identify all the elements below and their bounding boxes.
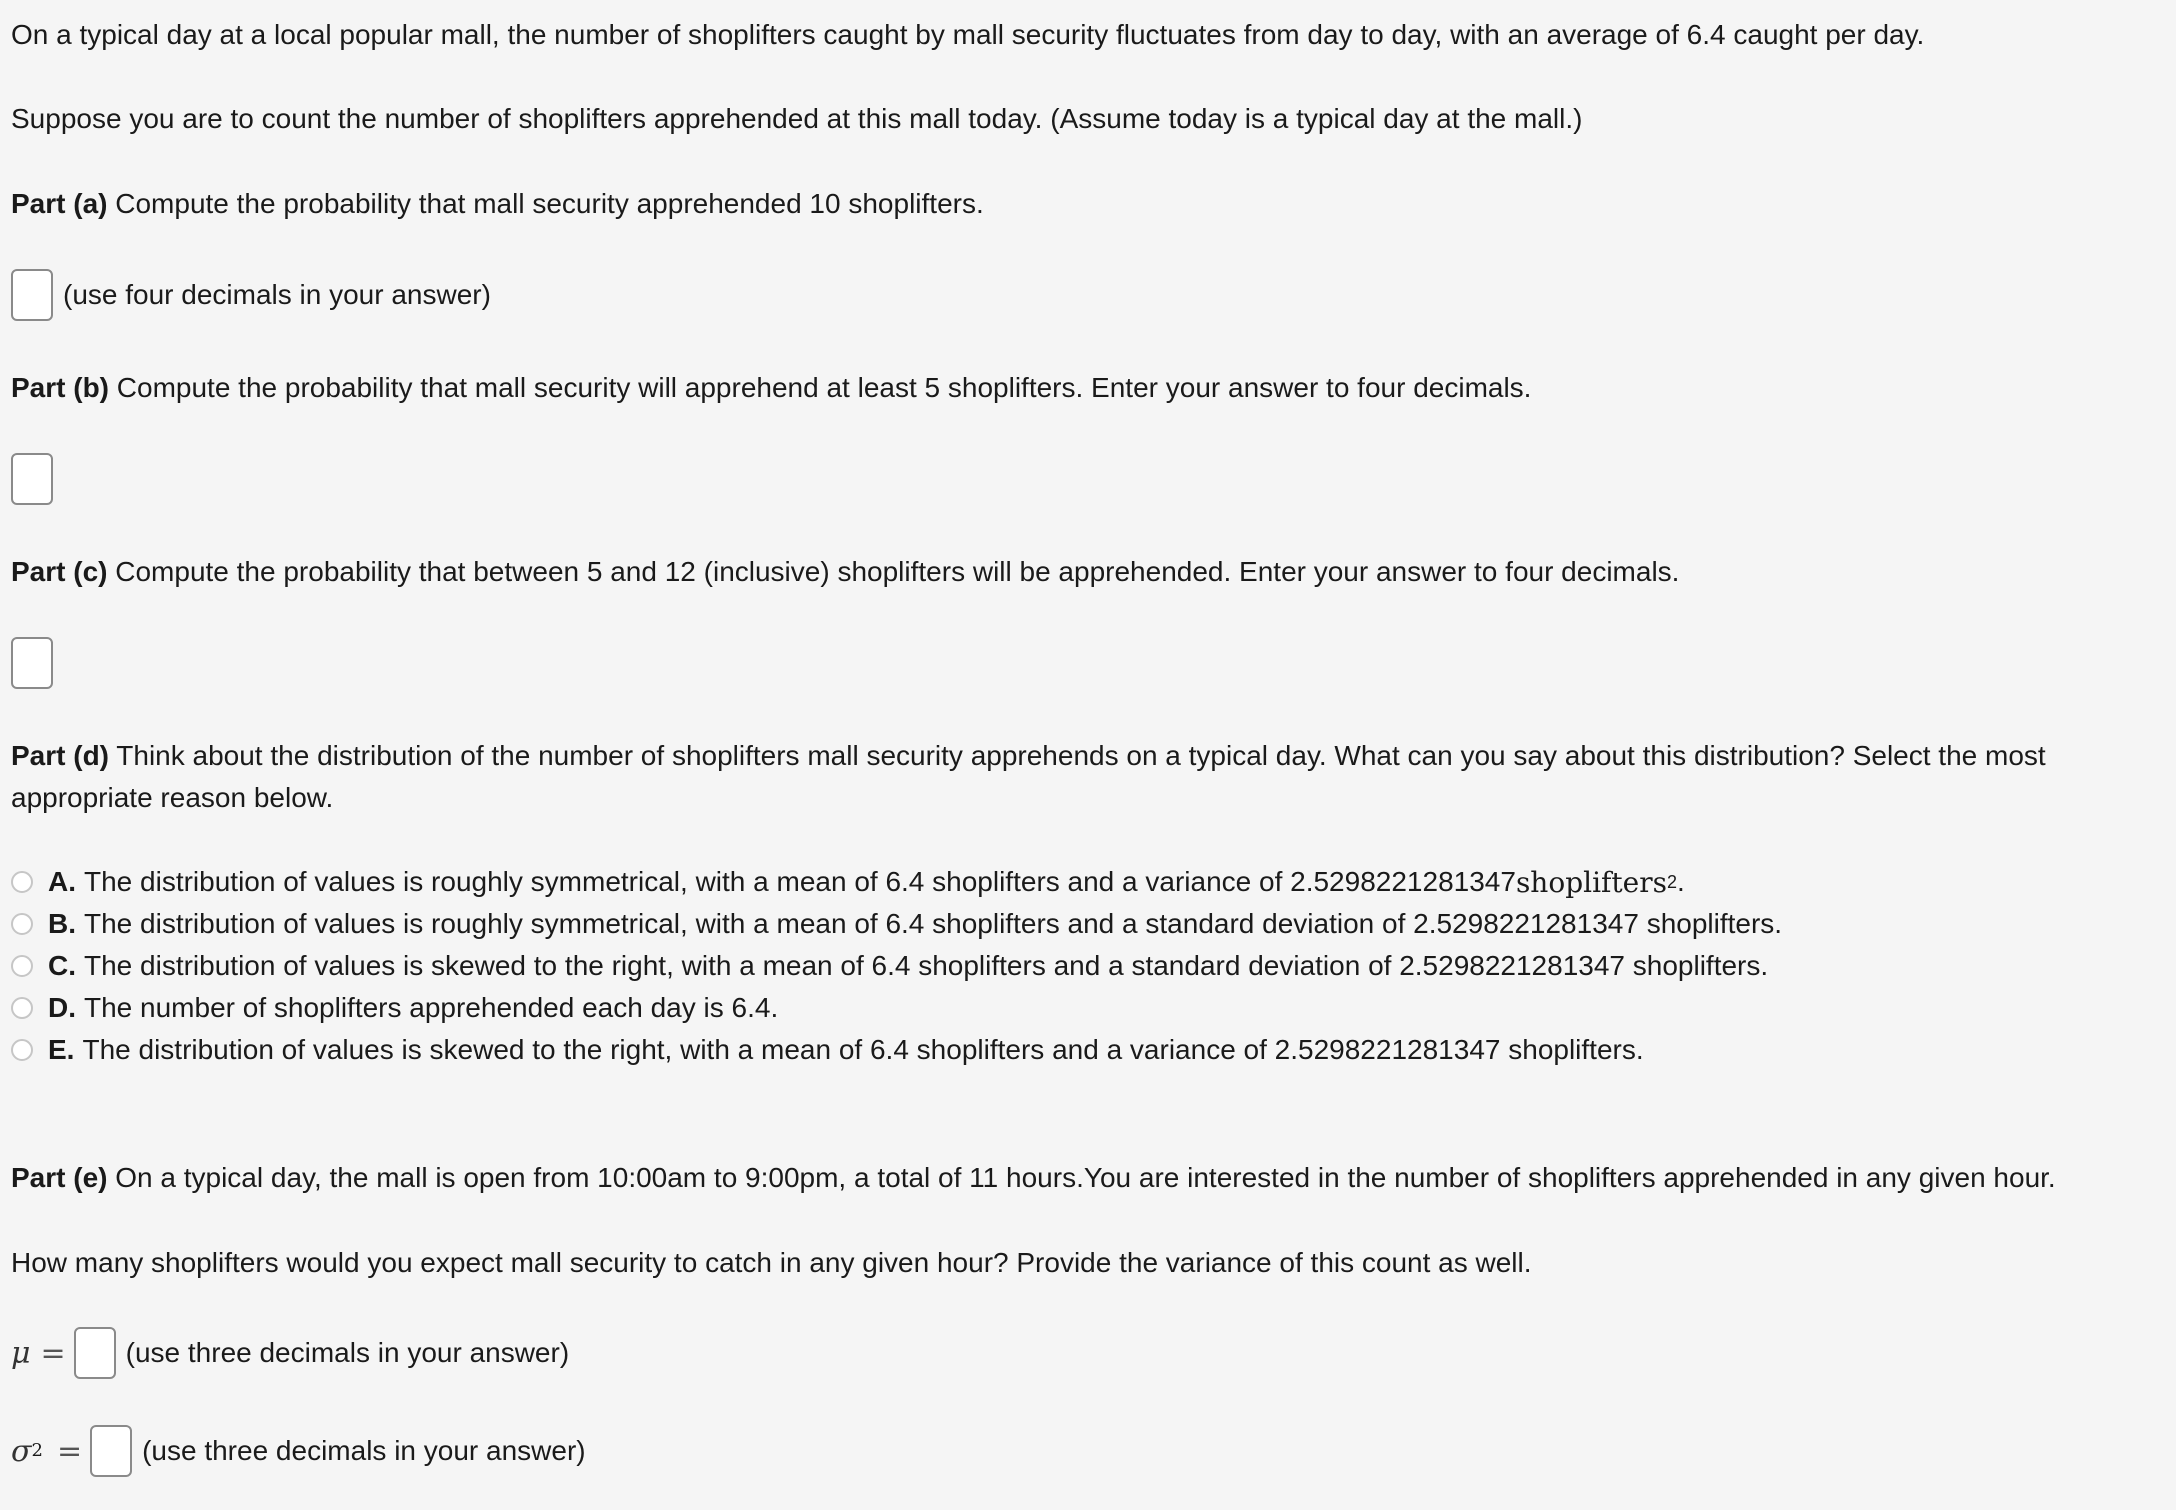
option-b-radio[interactable] xyxy=(11,913,33,935)
part-a-text: Compute the probability that mall security apprehended 10 shoplifters. xyxy=(107,188,984,219)
option-c-text: The distribution of values is skewed to the right, with a mean of 6.4 shoplifters and a standard deviation of 2.5298221281347 shoplifters. xyxy=(84,950,1769,981)
option-b[interactable] xyxy=(11,903,1782,945)
part-b-text: Compute the probability that mall security will apprehend at least 5 shoplifters. Enter your answer to four decimals. xyxy=(109,372,1532,403)
option-e[interactable] xyxy=(11,1029,1782,1071)
part-c-label: Part (c) xyxy=(11,556,108,587)
setup-text: Suppose you are to count the number of shoplifters apprehended at this mall today. (Assume today is a typical day at the mall.) xyxy=(11,103,1583,134)
variance-hint: (use three decimals in your answer) xyxy=(142,1435,586,1466)
option-e-letter: E. xyxy=(48,1034,75,1065)
part-b-prompt xyxy=(11,367,1531,409)
part-b-answer-row xyxy=(11,453,53,505)
option-a-end: . xyxy=(1677,866,1685,897)
variance-answer-input[interactable] xyxy=(90,1425,132,1477)
option-d[interactable] xyxy=(11,987,1782,1029)
part-e-label: Part (e) xyxy=(11,1162,108,1193)
intro-text: On a typical day at a local popular mall, the number of shoplifters caught by mall security fluctuates from day to day, with an average of 6.4 caught per day. xyxy=(11,19,1925,50)
part-b-answer-input[interactable] xyxy=(11,453,53,505)
part-c-text: Compute the probability that between 5 and 12 (inclusive) shoplifters will be apprehended. Enter your answer to four decimals. xyxy=(107,556,1680,587)
option-d-text: The number of shoplifters apprehended each day is 6.4. xyxy=(84,992,779,1023)
option-c-letter: C. xyxy=(48,950,76,981)
part-a-prompt xyxy=(11,183,984,225)
part-c-answer-input[interactable] xyxy=(11,637,53,689)
part-a-hint: (use four decimals in your answer) xyxy=(63,279,491,310)
option-e-text: The distribution of values is skewed to the right, with a mean of 6.4 shoplifters and a variance of 2.5298221281347 shoplifters. xyxy=(82,1034,1644,1065)
variance-answer-row: σ 2 = (use three decimals in your answer) xyxy=(11,1425,586,1477)
option-a[interactable]: A. The distribution of values is roughly symmetrical, with a mean of 6.4 shoplifters and a variance of 2.5298221281347 shoplifters 2 . xyxy=(11,861,1782,903)
option-a-text: The distribution of values is roughly symmetrical, with a mean of 6.4 shoplifters and a variance of 2.5298221281347 xyxy=(84,866,1516,897)
part-a-label: Part (a) xyxy=(11,188,108,219)
option-e-radio[interactable] xyxy=(11,1039,33,1061)
part-b-label: Part (b) xyxy=(11,372,109,403)
option-b-text: The distribution of values is roughly symmetrical, with a mean of 6.4 shoplifters and a standard deviation of 2.5298221281347 shoplifters. xyxy=(84,908,1783,939)
option-b-letter: B. xyxy=(48,908,76,939)
option-a-unit: shoplifters xyxy=(1515,865,1667,899)
part-a-answer-row xyxy=(11,269,491,321)
part-c-prompt xyxy=(11,551,1679,593)
part-d-text-line2: appropriate reason below. xyxy=(11,782,334,813)
mu-equals: = xyxy=(40,1335,66,1371)
option-d-radio[interactable] xyxy=(11,997,33,1019)
option-c-radio[interactable] xyxy=(11,955,33,977)
part-c-answer-row xyxy=(11,637,53,689)
option-a-radio[interactable] xyxy=(11,871,33,893)
option-d-letter: D. xyxy=(48,992,76,1023)
part-e-prompt xyxy=(11,1157,2056,1199)
sigma-symbol: σ xyxy=(11,1433,32,1469)
variance-equals: = xyxy=(56,1433,83,1469)
part-d-options xyxy=(11,861,1782,1071)
option-c[interactable] xyxy=(11,945,1782,987)
mu-symbol: μ xyxy=(11,1335,31,1371)
mu-hint: (use three decimals in your answer) xyxy=(125,1337,570,1368)
part-e-question: How many shoplifters would you expect mall security to catch in any given hour? Provide the variance of this count as well. xyxy=(11,1247,1532,1278)
mu-answer-row xyxy=(11,1327,569,1379)
part-d-prompt xyxy=(11,735,2046,777)
option-a-letter: A. xyxy=(48,866,76,897)
mu-answer-input[interactable] xyxy=(74,1327,116,1379)
part-a-answer-input[interactable] xyxy=(11,269,53,321)
part-e-text: On a typical day, the mall is open from 10:00am to 9:00pm, a total of 11 hours.You are interested in the number of shoplifters apprehended in any given hour. xyxy=(107,1162,2056,1193)
part-d-text-line1: Think about the distribution of the number of shoplifters mall security apprehends on a typical day. What can you say about this distribution? Select the most xyxy=(109,740,2046,771)
part-d-label: Part (d) xyxy=(11,740,109,771)
